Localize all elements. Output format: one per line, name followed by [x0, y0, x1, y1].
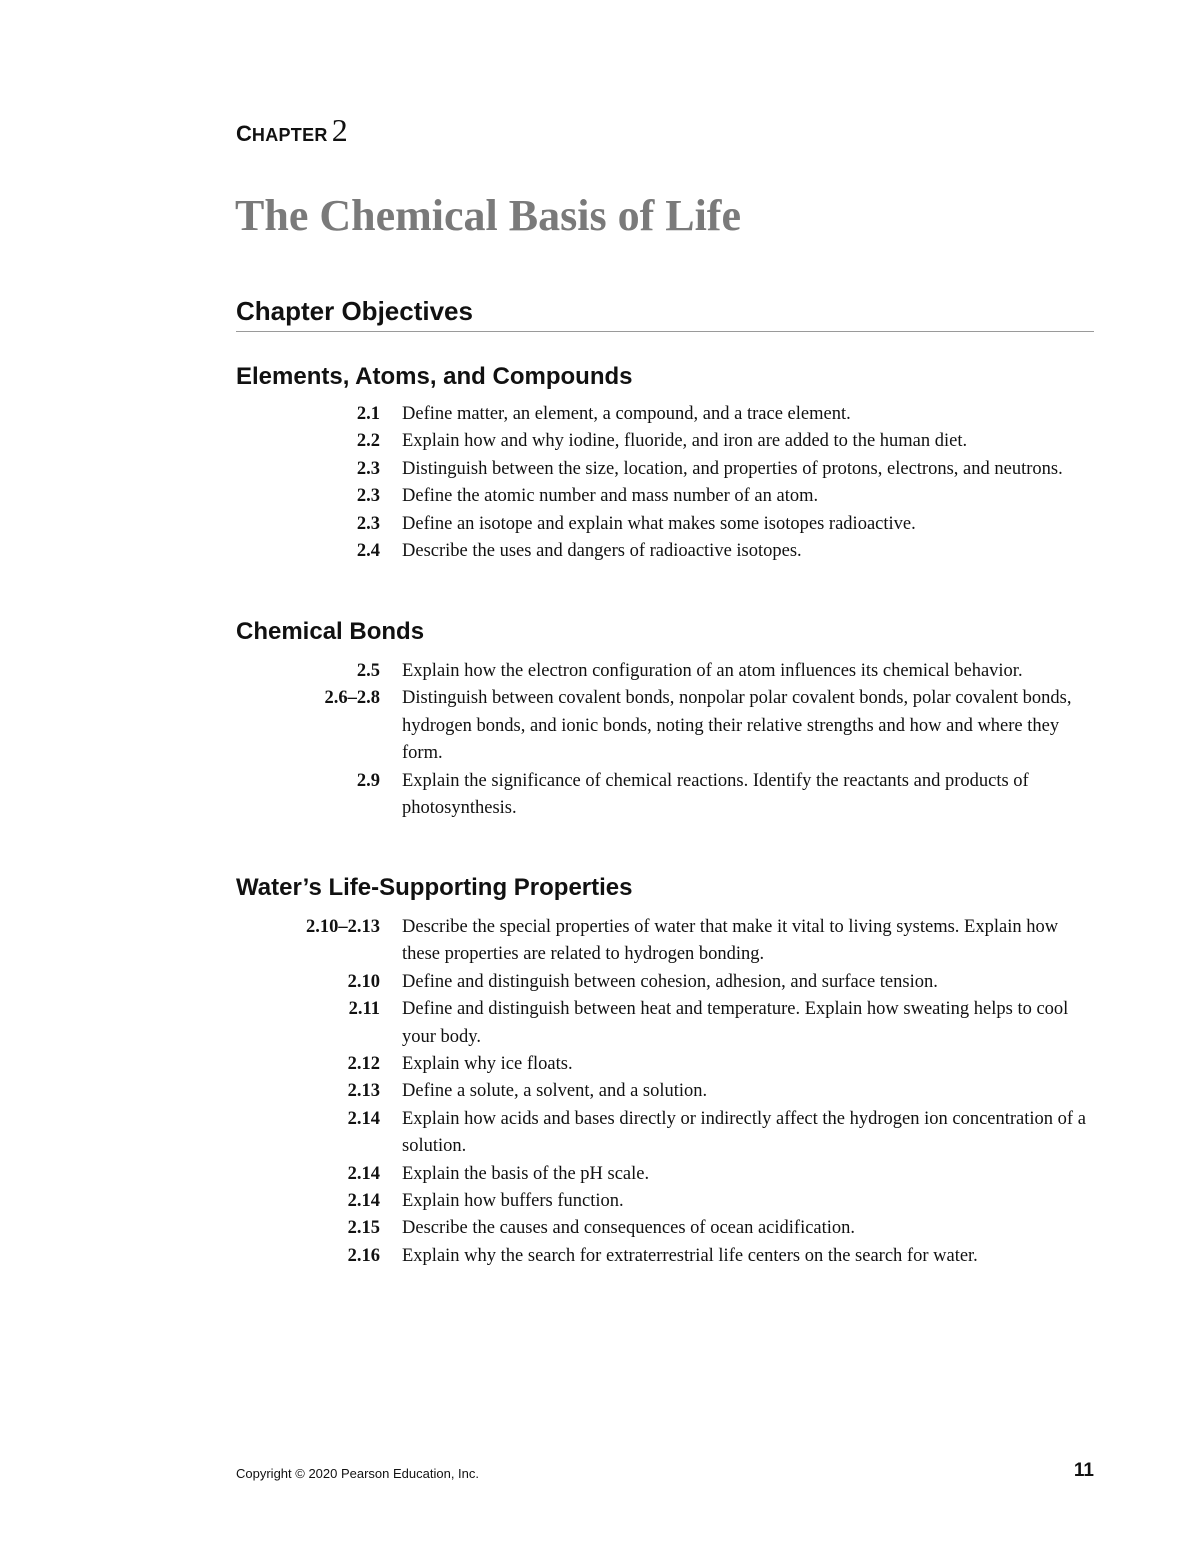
objective-text: Explain how and why iodine, fluoride, and iron are added to the human diet. — [402, 431, 968, 452]
objective-number: 2.4 — [356, 541, 380, 562]
footer-copyright: Copyright © 2020 Pearson Education, Inc. — [236, 1466, 480, 1481]
objective-number: 2.1 — [356, 404, 380, 424]
objective-number: 2.14 — [347, 1108, 380, 1129]
objective-item — [0, 685, 1200, 767]
objective-item — [0, 1106, 1200, 1161]
section-water-properties — [0, 873, 1200, 1270]
objective-list — [0, 914, 1200, 1270]
objective-item — [0, 969, 1200, 996]
objective-item — [0, 1243, 1200, 1270]
objectives-heading: Chapter Objectives — [236, 296, 1094, 332]
objective-number: 2.9 — [356, 770, 380, 791]
objective-number: 2.15 — [347, 1218, 380, 1239]
section-heading: Chemical Bonds — [236, 618, 425, 645]
objective-text: Explain how acids and bases directly or indirectly affect the hydrogen ion concentration of a solution. — [402, 1108, 1086, 1157]
objective-item — [0, 1161, 1200, 1188]
objective-item — [0, 1078, 1200, 1105]
section-heading: Elements, Atoms, and Compounds — [236, 363, 633, 390]
section-elements-atoms-compounds — [0, 362, 1200, 565]
objective-item — [0, 538, 1200, 565]
objective-text: Explain the basis of the pH scale. — [402, 1163, 650, 1184]
objective-text: Define matter, an element, a compound, and a trace element. — [402, 404, 851, 424]
objective-text: Explain how buffers function. — [402, 1191, 624, 1212]
objective-item — [0, 768, 1200, 823]
objective-item — [0, 401, 1200, 428]
section-chemical-bonds — [0, 617, 1200, 822]
objective-number: 2.2 — [356, 431, 380, 452]
objective-text: Define a solute, a solvent, and a solution. — [402, 1081, 708, 1102]
objective-number: 2.6–2.8 — [324, 688, 380, 709]
objective-text: Explain the significance of chemical reactions. Identify the reactants and products of photosynthesis. — [402, 770, 1029, 819]
objective-number: 2.11 — [348, 999, 380, 1020]
objective-item — [0, 1051, 1200, 1078]
objective-number: 2.3 — [356, 458, 380, 479]
objective-item — [0, 428, 1200, 455]
objective-text: Explain why the search for extraterrestrial life centers on the search for water. — [402, 1245, 978, 1266]
objective-text: Describe the causes and consequences of ocean acidification. — [402, 1218, 856, 1239]
objective-number: 2.3 — [356, 486, 380, 507]
objective-item — [0, 511, 1200, 538]
objective-item — [0, 1188, 1200, 1215]
objective-item — [0, 483, 1200, 510]
objective-text: Describe the uses and dangers of radioactive isotopes. — [402, 541, 802, 562]
objective-number: 2.13 — [347, 1081, 380, 1102]
objective-text: Distinguish between covalent bonds, nonpolar polar covalent bonds, polar covalent bonds, hydrogen bonds, and ionic bonds, noting their relative strengths and how and where they form. — [402, 688, 1072, 764]
objective-number: 2.10 — [347, 971, 380, 992]
objective-item — [0, 914, 1200, 969]
chapter-title: The Chemical Basis of Life — [235, 191, 741, 240]
chapter-label-rest: HAPTER — [251, 125, 328, 145]
chapter-label — [236, 112, 348, 149]
objective-text: Define and distinguish between heat and temperature. Explain how sweating helps to cool your body. — [402, 999, 1069, 1047]
objective-number: 2.12 — [347, 1054, 380, 1075]
objective-text: Explain why ice floats. — [402, 1054, 573, 1075]
objective-number: 2.14 — [347, 1191, 380, 1212]
objective-text: Describe the special properties of water that make it vital to living systems. Explain how these properties are related to hydrogen bonding. — [402, 917, 1059, 965]
objective-number: 2.10–2.13 — [306, 917, 380, 937]
objective-item — [0, 456, 1200, 483]
section-heading: Water’s Life-Supporting Properties — [236, 874, 633, 901]
chapter-number: 2 — [331, 112, 348, 148]
objective-item — [0, 658, 1200, 685]
objective-text: Define an isotope and explain what makes some isotopes radioactive. — [402, 513, 916, 534]
objective-text: Define the atomic number and mass number of an atom. — [402, 486, 819, 507]
chapter-label-initial: C — [236, 121, 252, 146]
objective-text: Distinguish between the size, location, and properties of protons, electrons, and neutrons. — [402, 458, 1063, 479]
page-number: 11 — [1073, 1460, 1094, 1481]
objective-number: 2.3 — [356, 513, 380, 534]
objective-number: 2.5 — [356, 661, 380, 681]
objective-text: Define and distinguish between cohesion, adhesion, and surface tension. — [402, 971, 938, 992]
objective-number: 2.16 — [347, 1245, 380, 1266]
objective-text: Explain how the electron configuration of an atom influences its chemical behavior. — [402, 661, 1023, 681]
objective-list — [0, 658, 1200, 822]
objective-list — [0, 401, 1200, 565]
objective-item — [0, 996, 1200, 1051]
objective-number: 2.14 — [347, 1163, 380, 1184]
objective-item — [0, 1215, 1200, 1242]
